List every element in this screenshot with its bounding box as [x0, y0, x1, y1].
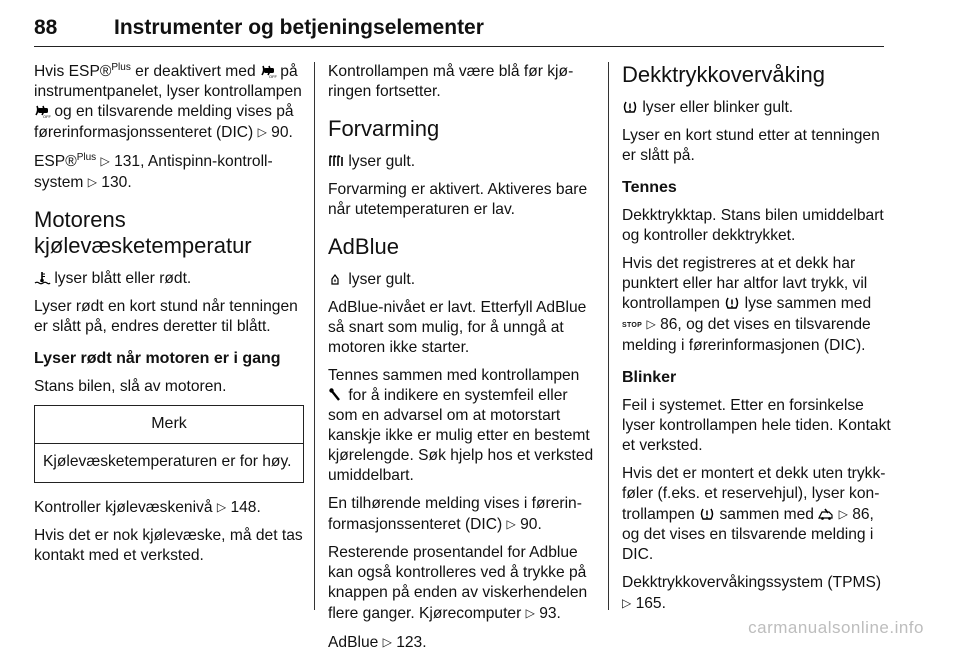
- page-reference[interactable]: 123.: [396, 634, 427, 651]
- page-reference[interactable]: 90.: [271, 124, 293, 141]
- subsection-heading: Blinker: [622, 369, 677, 386]
- subsection-heading: Lyser rødt når motoren er i gang: [34, 350, 281, 367]
- page-reference[interactable]: 148.: [230, 499, 261, 516]
- paragraph: ESP®$^{Plus}$ ▷ 131, Antispinn-kontrollsystem ▷ 130.: [34, 151, 273, 191]
- watermark: carmanualsonline.info: [748, 618, 924, 637]
- subsection-heading: Tennes: [622, 179, 677, 196]
- reference-arrow-icon: ▷: [646, 317, 656, 331]
- tire-pressure-icon: [724, 296, 740, 310]
- note-text: Kjølevæsketemperaturen er for høy.: [43, 453, 292, 470]
- paragraph: En tilhørende melding vises i førerinformasjonssenteret (DIC) ▷ 90.: [328, 495, 582, 533]
- glow-plug-icon: [328, 154, 344, 168]
- reference-arrow-icon: ▷: [87, 175, 97, 189]
- coolant-temperature-icon: [34, 271, 50, 285]
- esp-off-icon: [260, 64, 276, 78]
- paragraph: Lyser rødt en kort stund når tenningen er slått på, endres deretter til blått.: [34, 298, 298, 335]
- page-header: [34, 10, 884, 47]
- paragraph: Dekktrykkovervåkingssystem (TPMS) ▷ 165.: [622, 574, 882, 612]
- paragraph: lyser blått eller rødt.: [34, 269, 304, 289]
- reference-arrow-icon: ▷: [838, 507, 848, 521]
- service-vehicle-icon: [818, 507, 834, 521]
- paragraph: Stans bilen, slå av motoren.: [34, 378, 227, 395]
- column-middle: [328, 62, 594, 661]
- paragraph: Dekktrykktap. Stans bilen umiddelbart og kontroller dekktrykket.: [622, 207, 884, 244]
- page-title: Instrumenter og betjeningselementer: [114, 16, 484, 39]
- page-reference[interactable]: 131, Antispinn-kontrollsystem: [34, 153, 273, 191]
- column-divider: [314, 62, 315, 610]
- paragraph: AdBlue ▷ 123.: [328, 634, 427, 651]
- paragraph: Kontroller kjølevæskenivå ▷ 148.: [34, 499, 261, 516]
- paragraph: lyser gult.: [328, 152, 594, 172]
- reference-arrow-icon: ▷: [506, 517, 516, 531]
- paragraph: Resterende prosentandel for Adblue kan også kontrolleres ved å trykke på knappen på enden av viskerhendelen flere ganger. Kjørecomputer ▷ 93.: [328, 544, 588, 622]
- paragraph: Lyser en kort stund etter at tenningen er slått på.: [622, 127, 880, 164]
- reference-arrow-icon: ▷: [216, 500, 227, 514]
- reference-arrow-icon: ▷: [257, 125, 267, 139]
- paragraph: AdBlue-nivået er lavt. Etterfyll AdBlue så snart som mulig, for å unngå at motoren ikke starter.: [328, 299, 587, 356]
- svg-text:OFF: OFF: [268, 74, 277, 79]
- page-reference[interactable]: 93.: [539, 605, 561, 622]
- page-reference[interactable]: 165.: [635, 595, 666, 612]
- paragraph: lyser gult.: [328, 270, 594, 290]
- paragraph: Hvis det er nok kjølevæske, må det tas kontakt med et verksted.: [34, 527, 303, 564]
- tire-pressure-icon: [622, 100, 638, 114]
- paragraph: Tennes sammen med kontrollampen for å indikere en systemfeil eller som en advarsel om at motorstart kanskje ikke er mulig etter en bestemt kjørelengde. Søk hjelp hos et verksted umiddelbart.: [328, 367, 594, 484]
- column-left: [34, 62, 304, 574]
- paragraph: lyser eller blinker gult.: [622, 98, 892, 118]
- wrench-icon: [328, 388, 344, 402]
- paragraph: Forvarming er aktivert. Aktiveres bare når utetemperaturen er lav.: [328, 181, 588, 218]
- page-reference[interactable]: 86, og det vises en tilsvarende melding i førerinformasjonen (DIC).: [622, 316, 871, 354]
- note-title: Merk: [35, 406, 303, 444]
- paragraph: Hvis det er montert et dekk uten trykkføler (f.eks. et reservehjul), lyser kontrollampen sammen med ▷ 86, og det vises en tilsvarende melding i DIC.: [622, 465, 886, 563]
- adblue-icon: [328, 272, 344, 286]
- section-heading: Forvarming: [328, 116, 440, 141]
- paragraph: Hvis det registreres at et dekk har punktert eller har altfor lavt trykk, vil kontrollampen lyse sammen med STOP ▷ 86, og det vises en tilsvarende melding i førerinformasjonen (DIC).: [622, 255, 872, 354]
- stop-icon: STOP: [622, 322, 643, 329]
- esp-off-icon: [34, 104, 50, 118]
- reference-arrow-icon: ▷: [525, 606, 535, 620]
- tire-pressure-icon: [699, 507, 715, 521]
- page-number: 88: [34, 16, 58, 39]
- paragraph: Feil i systemet. Etter en forsinkelse lyser kontrollampen hele tiden. Kontakt et verksted.: [622, 397, 891, 454]
- reference-arrow-icon: ▷: [382, 635, 392, 649]
- page-reference[interactable]: 86, og det vises en tilsvarende melding i DIC.: [622, 506, 874, 563]
- reference-arrow-icon: ▷: [622, 596, 632, 610]
- note-box: [34, 405, 304, 483]
- section-heading: Dekktrykkovervåking: [622, 62, 825, 87]
- column-right: [622, 62, 892, 622]
- paragraph: Hvis ESP®$^{Plus}$ er deaktivert med OFF på instrumentpanelet, lyser kontrollampen OFF og en tilsvarende melding vises på førerinformasjonssenteret (DIC) ▷ 90.: [34, 61, 302, 141]
- paragraph: Kontrollampen må være blå før kjøringen fortsetter.: [328, 63, 574, 100]
- svg-text:OFF: OFF: [43, 114, 51, 119]
- section-heading: Motorens kjølevæsketemperatur: [34, 207, 252, 258]
- section-heading: AdBlue: [328, 234, 399, 259]
- reference-arrow-icon: ▷: [100, 154, 110, 168]
- page-reference[interactable]: 90.: [520, 516, 542, 533]
- column-divider: [608, 62, 609, 610]
- page-reference[interactable]: 130.: [101, 174, 132, 191]
